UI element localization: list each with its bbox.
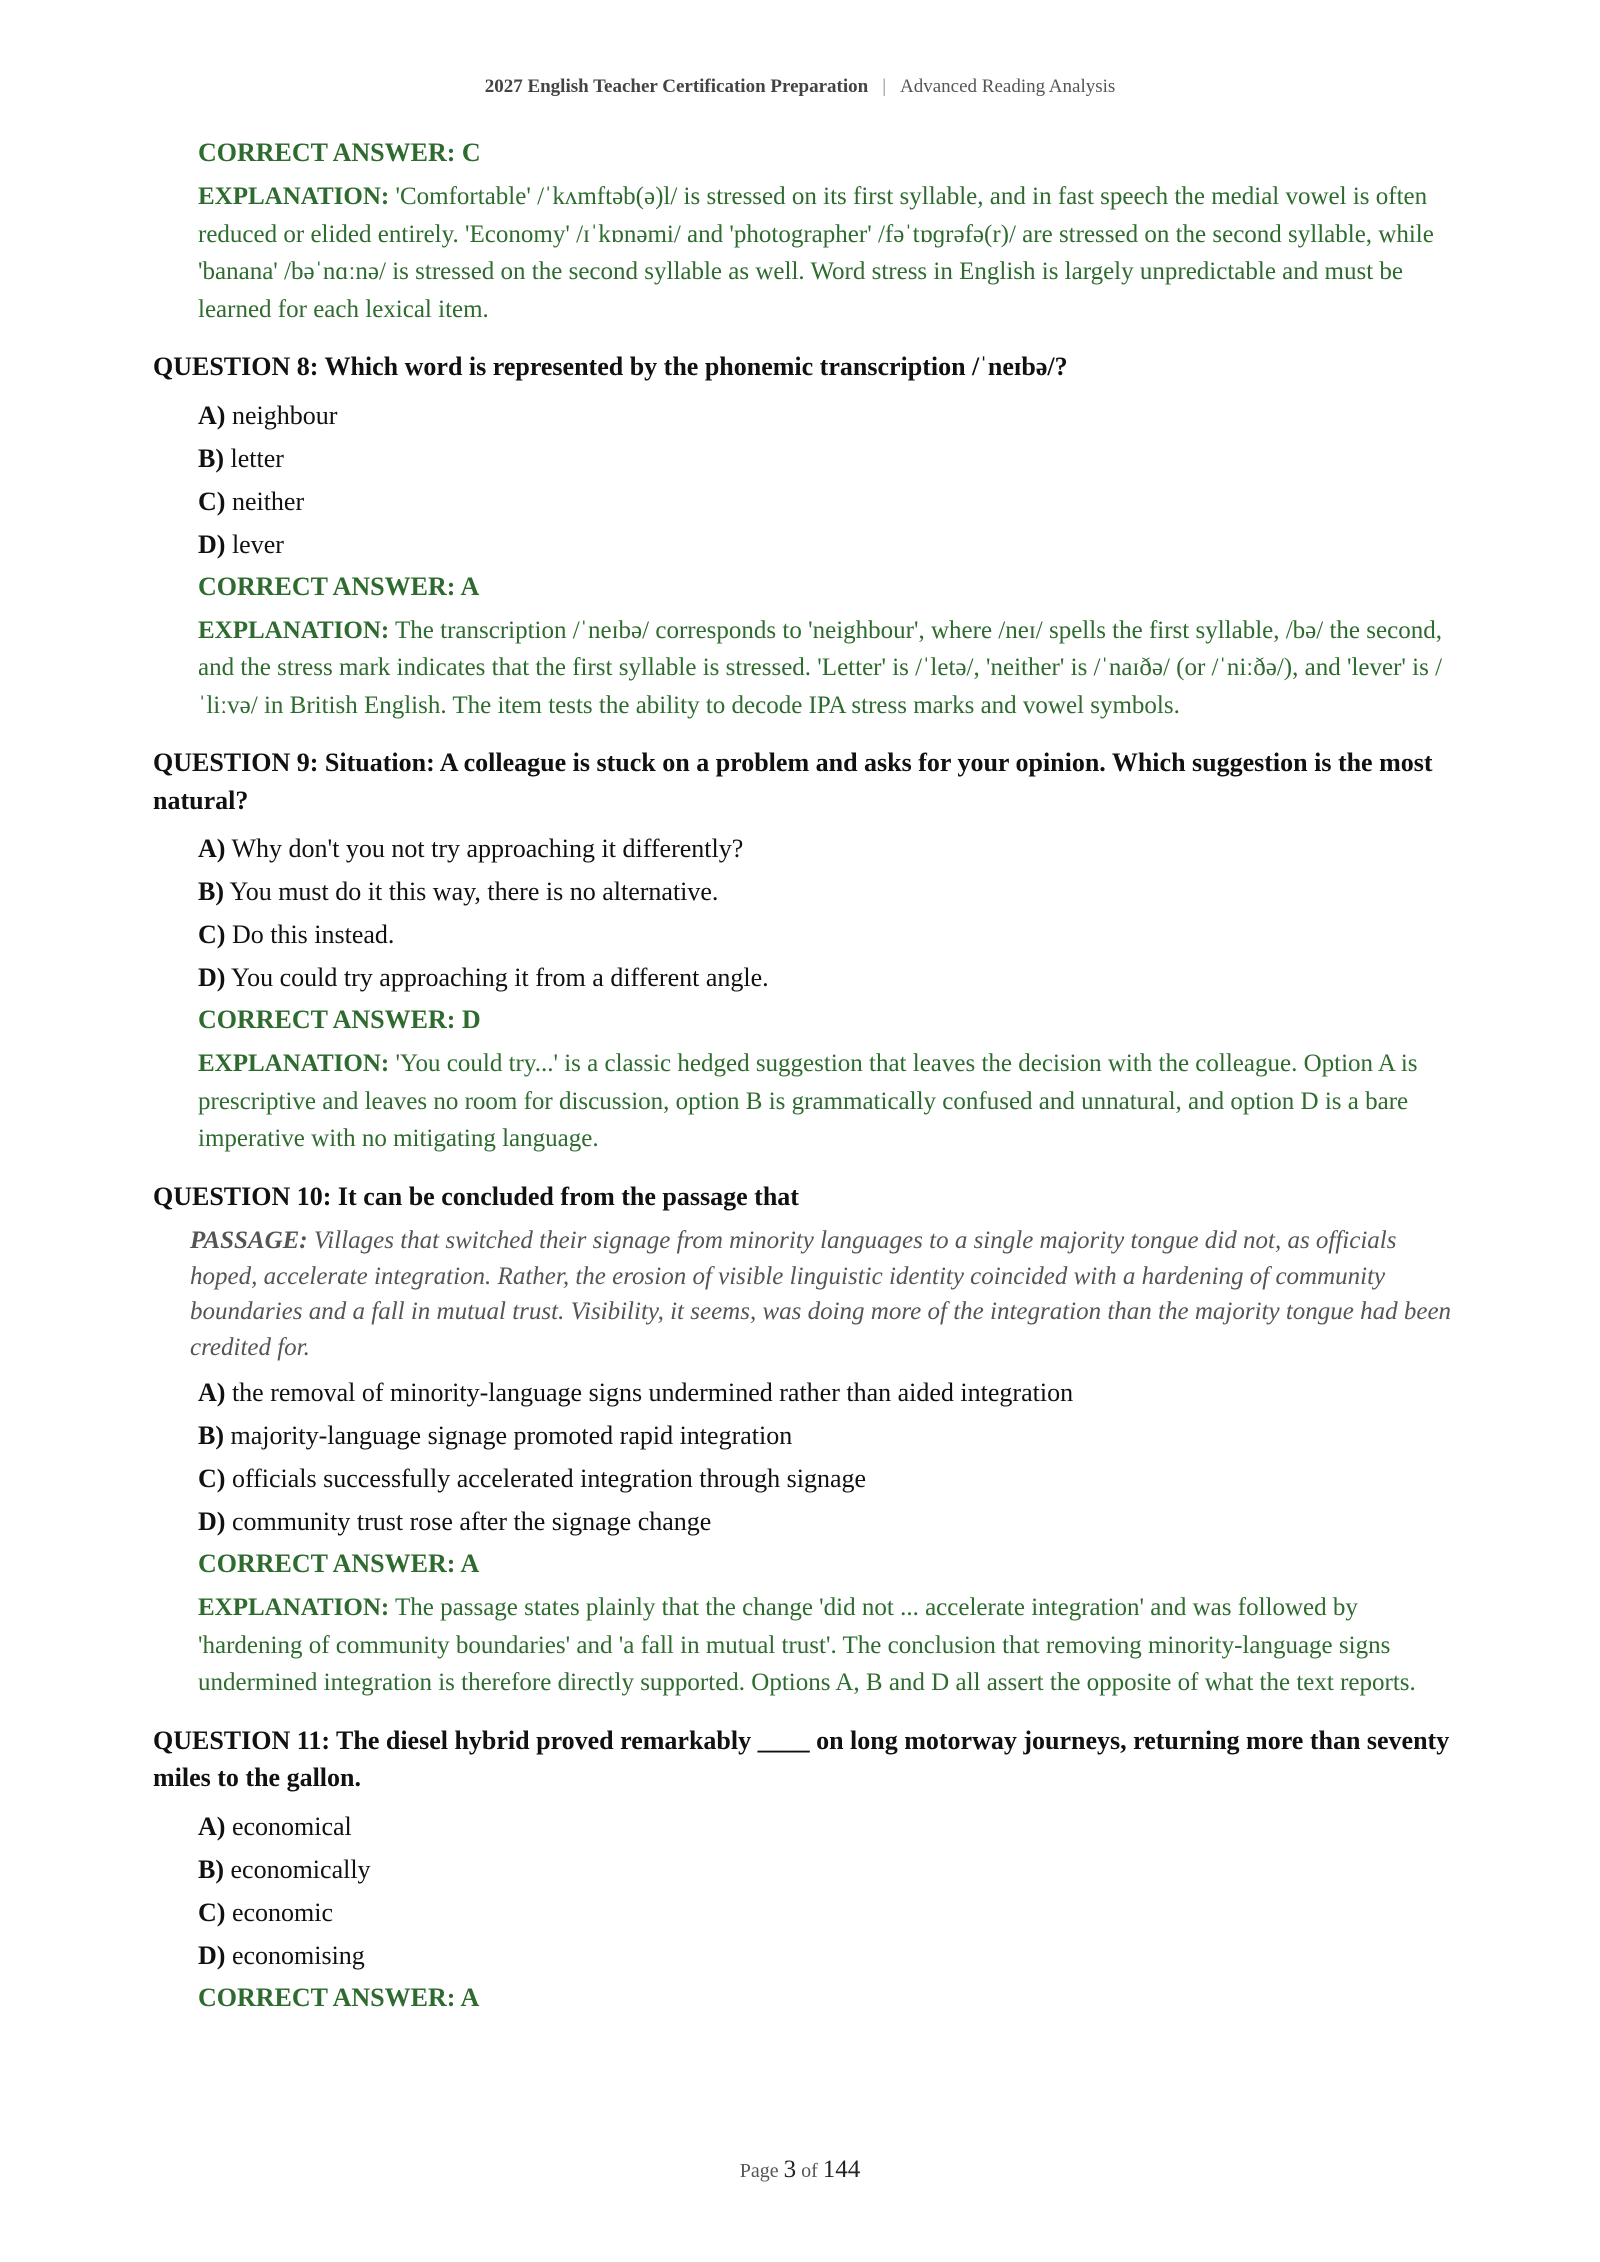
option-a — [198, 394, 1453, 437]
page-header — [0, 76, 1600, 98]
option-letter: A) — [198, 1378, 226, 1407]
question-title: QUESTION 10: It can be concluded from the passage that — [153, 1181, 799, 1211]
option-a — [198, 827, 1453, 870]
option-list — [198, 394, 1453, 566]
explanation-text: 'Comfortable' /ˈkʌmftəb(ə)l/ is stressed on its first syllable, and in fast speech the medial vowel is often reduced or elided entirely. 'Economy' /ɪˈkɒnəmi/ and 'photographer' /fəˈtɒɡrəfə(r)/ are stressed on the second syllable, while 'banana' /bəˈnɑːnə/ is stressed on the second syllable as well. Word stress in English is largely unpredictable and must be learned for each lexical item. — [198, 183, 1434, 323]
page-total: 144 — [822, 2156, 861, 2183]
option-text: Why don't you not try approaching it differently? — [225, 834, 744, 863]
option-d — [198, 1500, 1453, 1543]
option-text: majority-language signage promoted rapid integration — [224, 1421, 793, 1450]
option-list — [198, 1805, 1453, 1977]
correct-answer: CORRECT ANSWER: D — [198, 1005, 481, 1034]
option-text: neither — [225, 486, 305, 516]
option-text: economic — [225, 1897, 334, 1927]
option-c — [198, 1457, 1453, 1500]
header-separator: | — [882, 76, 887, 97]
option-c — [198, 1891, 1453, 1934]
correct-answer: CORRECT ANSWER: A — [198, 571, 480, 601]
option-letter: A) — [198, 834, 226, 863]
explanation-label: EXPLANATION: — [198, 616, 390, 644]
option-text: lever — [225, 529, 284, 559]
explanation-text: The transcription /ˈneɪbə/ corresponds to 'neighbour', where /neɪ/ spells the first syllable, /bə/ the second, and the stress mark indicates that the first syllable is stressed. 'Letter' is /ˈletə/, 'neither' is /ˈnaɪðə/ (or /ˈniːðə/), and 'lever' is /ˈliːvə/ in British English. The item tests the ability to decode IPA stress marks and vowel symbols. — [198, 616, 1443, 719]
option-text: officials successfully accelerated integration through signage — [225, 1464, 867, 1493]
explanation-label: EXPLANATION: — [198, 183, 390, 210]
option-letter: B) — [198, 1421, 224, 1450]
option-letter: A) — [198, 400, 226, 430]
header-title: 2027 English Teacher Certification Preparation — [484, 76, 869, 97]
option-letter: B) — [198, 877, 224, 906]
explanation — [198, 612, 1453, 725]
option-letter: D) — [198, 963, 226, 992]
option-a — [198, 1805, 1453, 1848]
correct-answer: CORRECT ANSWER: A — [198, 1549, 480, 1578]
option-d — [198, 1934, 1453, 1977]
option-letter: C) — [198, 1897, 226, 1927]
reading-passage — [190, 1223, 1453, 1365]
option-text: economical — [225, 1811, 352, 1841]
correct-answer: CORRECT ANSWER: C — [198, 138, 481, 167]
option-text: You must do it this way, there is no alternative. — [224, 877, 719, 906]
option-text: community trust rose after the signage change — [225, 1507, 712, 1536]
option-text: Do this instead. — [225, 920, 395, 949]
option-letter: D) — [198, 1507, 226, 1536]
footer-middle: of — [796, 2160, 823, 2182]
correct-answer: CORRECT ANSWER: A — [198, 1982, 480, 2012]
question-title: QUESTION 11: The diesel hybrid proved remarkably ____ on long motorway journeys, returning more than seventy miles to the gallon. — [153, 1725, 1450, 1792]
option-b — [198, 870, 1453, 913]
option-list — [198, 827, 1453, 999]
option-letter: C) — [198, 920, 226, 949]
explanation — [198, 1589, 1453, 1702]
explanation-text: The passage states plainly that the change 'did not ... accelerate integration' and was followed by 'hardening of community boundaries' and 'a fall in mutual trust'. The conclusion that removing minority-language signs undermined integration is therefore directly supported. Options A, B and D all assert the opposite of what the text reports. — [198, 1594, 1416, 1696]
option-list — [198, 1371, 1453, 1543]
option-a — [198, 1371, 1453, 1414]
option-text: neighbour — [225, 400, 338, 430]
option-text: the removal of minority-language signs undermined rather than aided integration — [225, 1378, 1074, 1407]
question-title: QUESTION 9: Situation: A colleague is stuck on a problem and asks for your opinion. Which suggestion is the most natural? — [153, 748, 1433, 815]
option-letter: A) — [198, 1811, 226, 1841]
question-title: QUESTION 8: Which word is represented by the phonemic transcription /ˈneɪbə/? — [153, 352, 1068, 381]
page-number: 3 — [783, 2156, 797, 2183]
footer-prefix: Page — [739, 2160, 784, 2182]
option-text: You could try approaching it from a different angle. — [225, 963, 769, 992]
page-footer — [0, 2156, 1600, 2184]
explanation — [198, 1045, 1453, 1158]
option-letter: D) — [198, 529, 226, 559]
passage-label: PASSAGE: — [190, 1227, 308, 1254]
option-d — [198, 956, 1453, 999]
option-b — [198, 1414, 1453, 1457]
option-letter: D) — [198, 1940, 226, 1970]
explanation-label: EXPLANATION: — [198, 1594, 390, 1621]
option-text: economically — [224, 1854, 371, 1884]
page-content — [153, 136, 1453, 2023]
option-letter: C) — [198, 486, 226, 516]
passage-text: Villages that switched their signage from minority languages to a single majority tongue did not, as officials hoped, accelerate integration. Rather, the erosion of visible linguistic identity coincided with a hardening of community boundaries and a fall in mutual trust. Visibility, it seems, was doing more of the integration than the majority tongue had been credited for. — [190, 1227, 1452, 1361]
option-letter: C) — [198, 1464, 226, 1493]
option-text: economising — [225, 1940, 365, 1970]
option-letter: B) — [198, 1854, 224, 1884]
option-b — [198, 437, 1453, 480]
option-letter: B) — [198, 443, 224, 473]
explanation-text: 'You could try...' is a classic hedged suggestion that leaves the decision with the colleague. Option A is prescriptive and leaves no room for discussion, option B is grammatically confused and unnatural, and option D is a bare imperative with no mitigating language. — [198, 1050, 1418, 1152]
option-b — [198, 1848, 1453, 1891]
option-c — [198, 480, 1453, 523]
header-subtitle: Advanced Reading Analysis — [900, 76, 1116, 97]
option-d — [198, 523, 1453, 566]
explanation-label: EXPLANATION: — [198, 1050, 390, 1077]
option-text: letter — [224, 443, 284, 473]
explanation — [198, 178, 1453, 328]
option-c — [198, 913, 1453, 956]
